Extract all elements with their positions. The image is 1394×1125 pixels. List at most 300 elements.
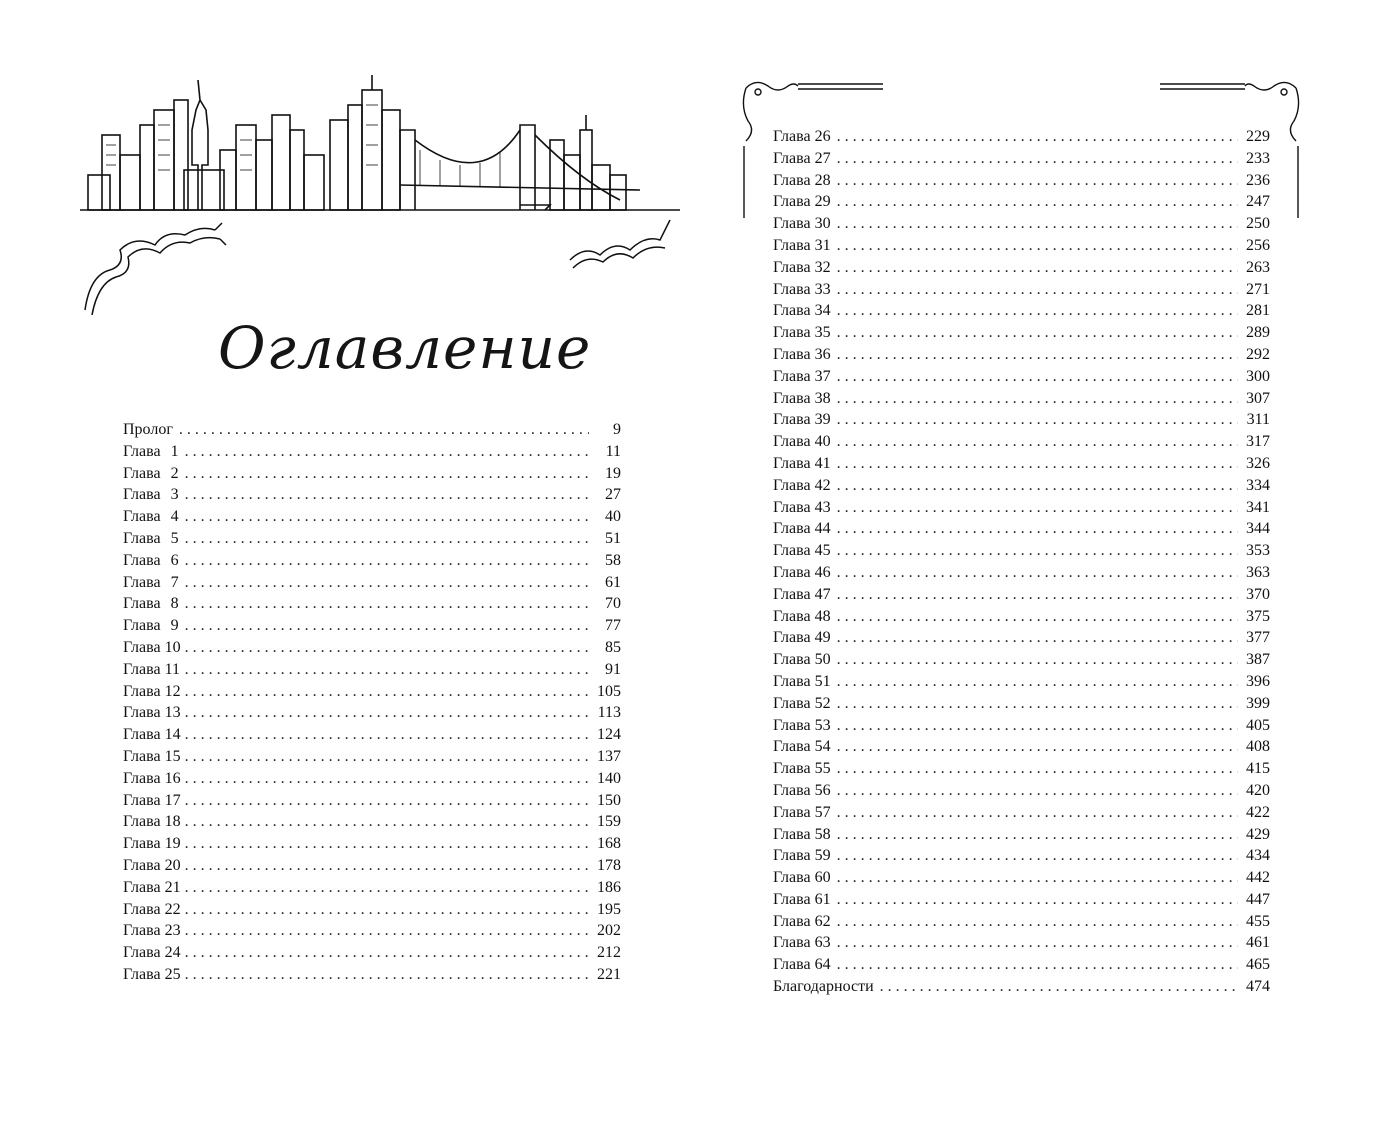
toc-entry-label: Глава (123, 878, 161, 896)
toc-entry-label: Глава (123, 747, 161, 765)
toc-leader-dots (837, 845, 1238, 867)
toc-entry-label: Глава (773, 585, 811, 603)
toc-leader-dots (185, 942, 589, 964)
toc-leader-dots (837, 322, 1238, 344)
toc-entry-label: Глава (773, 607, 811, 625)
toc-leader-dots (837, 409, 1238, 431)
toc-entry-page: 281 (1246, 302, 1270, 320)
toc-entry-label: Глава (773, 345, 811, 363)
toc-entry-page: 85 (605, 638, 621, 656)
toc-entry-label: Глава (773, 476, 811, 494)
toc-leader-dots (185, 659, 589, 681)
toc-entry (773, 867, 1270, 889)
toc-leader-dots (185, 506, 589, 528)
toc-entry-label: Глава (773, 934, 811, 952)
toc-entry-label: Глава (123, 965, 161, 983)
toc-entry-number: 28 (814, 171, 831, 189)
toc-entry-number: 12 (164, 682, 181, 700)
toc-entry-number: 61 (814, 890, 831, 908)
toc-entry (773, 736, 1270, 758)
toc-entry-label: Глава (123, 486, 161, 504)
toc-entry-label: Глава (773, 694, 811, 712)
toc-entry-page: 70 (605, 595, 621, 613)
toc-entry-page: 263 (1246, 258, 1270, 276)
toc-entry-number: 41 (814, 454, 831, 472)
toc-entry-number: 15 (164, 747, 181, 765)
toc-entry-page: 344 (1246, 520, 1270, 538)
toc-entry-label: Глава (123, 638, 161, 656)
toc-entry-page: 40 (605, 508, 621, 526)
toc-entry-label: Глава (773, 890, 811, 908)
toc-leader-dots (837, 736, 1238, 758)
toc-entry (123, 724, 621, 746)
toc-leader-dots (837, 344, 1238, 366)
toc-entry (773, 845, 1270, 867)
toc-entry-page: 19 (605, 464, 621, 482)
toc-entry-page: 229 (1246, 128, 1270, 145)
toc-entry-label: Глава (773, 912, 811, 930)
toc-leader-dots (837, 889, 1238, 911)
toc-entry (123, 942, 621, 964)
toc-entry-page: 212 (597, 944, 621, 962)
toc-entry-label: Глава (773, 781, 811, 799)
toc-entry (123, 681, 621, 703)
toc-leader-dots (185, 615, 589, 637)
toc-entry-page: 77 (605, 617, 621, 635)
toc-leader-dots (179, 419, 589, 441)
toc-entry-page: 375 (1246, 607, 1270, 625)
toc-entry-label: Глава (123, 617, 161, 635)
toc-entry-label: Глава (123, 551, 161, 569)
toc-entry-number: 30 (814, 215, 831, 233)
toc-entry (773, 627, 1270, 649)
toc-leader-dots (837, 300, 1238, 322)
toc-entry-page: 420 (1246, 781, 1270, 799)
toc-entry (773, 388, 1270, 410)
toc-entry (773, 300, 1270, 322)
toc-leader-dots (837, 540, 1238, 562)
toc-entry-page: 9 (613, 421, 621, 438)
toc-entry-page: 442 (1246, 869, 1270, 887)
toc-entry-page: 27 (605, 486, 621, 504)
toc-entry-number: 3 (170, 486, 179, 504)
toc-entry (773, 715, 1270, 737)
toc-entry-number: 16 (164, 769, 181, 787)
toc-entry-number: 31 (814, 236, 831, 254)
toc-entry-label: Глава (773, 738, 811, 756)
toc-entry-label: Глава (123, 442, 161, 460)
toc-entry-number: 56 (814, 781, 831, 799)
toc-leader-dots (837, 606, 1238, 628)
toc-entry (773, 518, 1270, 540)
toc-entry-number: 8 (170, 595, 179, 613)
toc-entry-page: 159 (597, 813, 621, 831)
toc-leader-dots (880, 976, 1238, 998)
toc-leader-dots (185, 550, 589, 572)
toc-entry (773, 475, 1270, 497)
toc-entry (123, 899, 621, 921)
toc-entry-label: Глава (123, 660, 161, 678)
toc-entry (773, 366, 1270, 388)
toc-entry-page: 307 (1246, 389, 1270, 407)
toc-entry-page: 326 (1246, 454, 1270, 472)
toc-entry (123, 768, 621, 790)
toc-leader-dots (837, 431, 1238, 453)
toc-entry-label: Глава (773, 672, 811, 690)
toc-entry (123, 811, 621, 833)
toc-entry-label: Глава (773, 520, 811, 538)
toc-right-list (773, 126, 1270, 998)
toc-entry-page: 105 (597, 682, 621, 700)
toc-entry-label: Пролог (123, 421, 173, 438)
toc-leader-dots (185, 855, 589, 877)
toc-entry-label: Глава (773, 389, 811, 407)
page-title: Оглавление (218, 314, 592, 382)
toc-entry (773, 497, 1270, 519)
toc-leader-dots (837, 649, 1238, 671)
toc-entry (123, 550, 621, 572)
toc-entry-number: 57 (814, 803, 831, 821)
toc-entry-number: 53 (814, 716, 831, 734)
toc-entry (123, 572, 621, 594)
toc-entry-page: 236 (1246, 171, 1270, 189)
toc-entry-label: Глава (773, 454, 811, 472)
toc-leader-dots (837, 126, 1238, 148)
toc-leader-dots (837, 627, 1238, 649)
toc-entry-number: 25 (164, 965, 181, 983)
toc-entry (123, 964, 621, 986)
toc-leader-dots (185, 768, 589, 790)
toc-entry (773, 409, 1270, 431)
toc-entry-page: 465 (1246, 956, 1270, 974)
toc-entry-page: 363 (1246, 563, 1270, 581)
toc-entry-label: Глава (773, 716, 811, 734)
toc-leader-dots (837, 954, 1238, 976)
toc-entry-label: Глава (773, 149, 811, 167)
toc-leader-dots (837, 693, 1238, 715)
toc-entry (773, 322, 1270, 344)
toc-leader-dots (837, 148, 1238, 170)
toc-entry-label: Глава (773, 956, 811, 974)
toc-leader-dots (185, 681, 589, 703)
toc-entry-label: Глава (773, 215, 811, 233)
toc-entry-number: 62 (814, 912, 831, 930)
toc-entry-number: 45 (814, 542, 831, 560)
toc-entry-page: 91 (605, 660, 621, 678)
toc-entry-number: 51 (814, 672, 831, 690)
toc-entry-page: 256 (1246, 236, 1270, 254)
toc-entry-number: 63 (814, 934, 831, 952)
toc-left-list (123, 419, 621, 986)
toc-entry-number: 6 (170, 551, 179, 569)
toc-entry-number: 34 (814, 302, 831, 320)
toc-entry-page: 51 (605, 529, 621, 547)
toc-entry-page: 124 (597, 726, 621, 744)
toc-entry (123, 441, 621, 463)
toc-entry-label: Глава (773, 760, 811, 778)
toc-entry (773, 932, 1270, 954)
toc-entry (773, 649, 1270, 671)
toc-entry (123, 790, 621, 812)
toc-entry-number: 47 (814, 585, 831, 603)
toc-entry-number: 7 (170, 573, 179, 591)
toc-leader-dots (185, 833, 589, 855)
toc-leader-dots (837, 715, 1238, 737)
toc-leader-dots (185, 724, 589, 746)
toc-entry-label: Глава (773, 825, 811, 843)
toc-entry-number: 44 (814, 520, 831, 538)
toc-entry-page: 178 (597, 856, 621, 874)
toc-leader-dots (837, 453, 1238, 475)
toc-entry (123, 746, 621, 768)
toc-entry (773, 889, 1270, 911)
toc-leader-dots (185, 528, 589, 550)
toc-entry (123, 855, 621, 877)
toc-entry (123, 659, 621, 681)
toc-entry-label: Глава (123, 573, 161, 591)
toc-entry-label: Глава (123, 595, 161, 613)
toc-entry (123, 615, 621, 637)
toc-entry-label: Глава (773, 128, 811, 145)
toc-entry-label: Глава (773, 847, 811, 865)
toc-entry-number: 52 (814, 694, 831, 712)
toc-leader-dots (837, 780, 1238, 802)
toc-entry-label: Глава (123, 922, 161, 940)
toc-entry-page: 387 (1246, 651, 1270, 669)
toc-leader-dots (185, 877, 589, 899)
toc-entry-label: Глава (123, 900, 161, 918)
toc-entry-number: 55 (814, 760, 831, 778)
toc-leader-dots (185, 593, 589, 615)
toc-leader-dots (185, 746, 589, 768)
toc-leader-dots (837, 366, 1238, 388)
toc-entry-page: 455 (1246, 912, 1270, 930)
toc-entry-number: 32 (814, 258, 831, 276)
toc-entry-page: 396 (1246, 672, 1270, 690)
toc-entry-page: 317 (1246, 433, 1270, 451)
toc-entry (773, 824, 1270, 846)
toc-entry-label: Глава (773, 563, 811, 581)
toc-entry-number: 14 (164, 726, 181, 744)
toc-entry-number: 20 (164, 856, 181, 874)
toc-entry-number: 26 (814, 128, 831, 145)
toc-entry-page: 353 (1246, 542, 1270, 560)
toc-entry-page: 422 (1246, 803, 1270, 821)
toc-entry-label: Глава (123, 726, 161, 744)
toc-entry (123, 833, 621, 855)
toc-entry-page: 370 (1246, 585, 1270, 603)
toc-entry-label: Глава (773, 367, 811, 385)
toc-entry-page: 140 (597, 769, 621, 787)
toc-leader-dots (185, 790, 589, 812)
toc-entry-number: 11 (164, 660, 180, 678)
toc-entry-number: 17 (164, 791, 181, 809)
toc-entry-page: 311 (1246, 411, 1270, 429)
ribbon-right-icon (565, 210, 675, 280)
toc-leader-dots (837, 758, 1238, 780)
toc-entry (123, 637, 621, 659)
toc-entry-label: Глава (773, 193, 811, 211)
toc-entry (123, 702, 621, 724)
toc-entry-number: 36 (814, 345, 831, 363)
toc-entry-number: 39 (814, 411, 831, 429)
toc-entry-number: 29 (814, 193, 831, 211)
toc-entry (773, 235, 1270, 257)
ribbon-left-icon (80, 215, 230, 325)
toc-entry-label: Глава (123, 769, 161, 787)
toc-leader-dots (837, 518, 1238, 540)
toc-entry-page: 221 (597, 965, 621, 983)
toc-entry-page: 186 (597, 878, 621, 896)
toc-entry (123, 593, 621, 615)
toc-entry-label: Глава (773, 302, 811, 320)
toc-leader-dots (837, 867, 1238, 889)
toc-entry (773, 780, 1270, 802)
toc-leader-dots (837, 932, 1238, 954)
toc-entry-label: Глава (123, 944, 161, 962)
toc-entry-number: 33 (814, 280, 831, 298)
toc-entry-label: Глава (123, 835, 161, 853)
toc-entry-number: 27 (814, 149, 831, 167)
toc-leader-dots (837, 475, 1238, 497)
toc-entry-number: 60 (814, 869, 831, 887)
toc-leader-dots (837, 213, 1238, 235)
toc-leader-dots (837, 584, 1238, 606)
toc-entry-number: 21 (164, 878, 181, 896)
toc-entry (773, 976, 1270, 998)
toc-leader-dots (837, 388, 1238, 410)
toc-entry-page: 233 (1246, 149, 1270, 167)
toc-leader-dots (837, 279, 1238, 301)
toc-entry-number: 54 (814, 738, 831, 756)
toc-leader-dots (837, 170, 1238, 192)
toc-entry-number: 43 (814, 498, 831, 516)
toc-entry-label: Глава (123, 682, 161, 700)
toc-leader-dots (837, 911, 1238, 933)
toc-entry-page: 271 (1246, 280, 1270, 298)
toc-entry-page: 289 (1246, 324, 1270, 342)
toc-entry (773, 191, 1270, 213)
toc-entry-number: 49 (814, 629, 831, 647)
toc-entry-page: 58 (605, 551, 621, 569)
toc-entry (773, 344, 1270, 366)
toc-entry (123, 463, 621, 485)
toc-entry-page: 408 (1246, 738, 1270, 756)
toc-entry-page: 334 (1246, 476, 1270, 494)
toc-entry-number: 38 (814, 389, 831, 407)
toc-entry-label: Глава (773, 258, 811, 276)
toc-entry-number: 48 (814, 607, 831, 625)
toc-entry (773, 758, 1270, 780)
toc-entry-page: 11 (605, 442, 621, 460)
toc-entry-number: 10 (164, 638, 181, 656)
toc-entry-number: 2 (170, 464, 179, 482)
toc-entry-number: 40 (814, 433, 831, 451)
toc-leader-dots (185, 964, 589, 986)
toc-leader-dots (837, 802, 1238, 824)
toc-entry-page: 168 (597, 835, 621, 853)
toc-leader-dots (185, 441, 589, 463)
toc-entry (773, 453, 1270, 475)
toc-entry (773, 126, 1270, 148)
toc-entry-label: Глава (123, 704, 161, 722)
toc-entry-number: 22 (164, 900, 181, 918)
toc-entry (773, 693, 1270, 715)
toc-leader-dots (185, 920, 589, 942)
toc-entry-page: 61 (605, 573, 621, 591)
city-skyline-icon (80, 70, 680, 220)
toc-entry-label: Глава (773, 629, 811, 647)
toc-entry (773, 540, 1270, 562)
toc-entry (773, 148, 1270, 170)
toc-entry (773, 584, 1270, 606)
toc-entry-page: 292 (1246, 345, 1270, 363)
toc-entry (773, 671, 1270, 693)
toc-entry (123, 877, 621, 899)
toc-entry-label: Глава (773, 171, 811, 189)
toc-entry-label: Глава (773, 433, 811, 451)
toc-entry-page: 461 (1246, 934, 1270, 952)
toc-leader-dots (837, 235, 1238, 257)
toc-leader-dots (185, 899, 589, 921)
toc-entry-number: 46 (814, 563, 831, 581)
toc-entry-label: Глава (773, 803, 811, 821)
toc-entry-label: Глава (123, 813, 161, 831)
toc-leader-dots (185, 702, 589, 724)
toc-entry-number: 1 (170, 442, 179, 460)
toc-entry-page: 399 (1246, 694, 1270, 712)
toc-entry-page: 300 (1246, 367, 1270, 385)
toc-entry-label: Глава (773, 651, 811, 669)
toc-leader-dots (837, 671, 1238, 693)
toc-entry-number: 50 (814, 651, 831, 669)
toc-entry-page: 150 (597, 791, 621, 809)
toc-entry (773, 431, 1270, 453)
toc-entry-page: 247 (1246, 193, 1270, 211)
toc-entry-page: 474 (1246, 978, 1270, 996)
toc-entry-label: Глава (773, 542, 811, 560)
toc-entry-number: 13 (164, 704, 181, 722)
toc-entry-page: 434 (1246, 847, 1270, 865)
toc-entry-label: Глава (773, 280, 811, 298)
toc-entry-label: Благодарности (773, 978, 874, 996)
toc-entry-label: Глава (773, 236, 811, 254)
toc-entry-page: 202 (597, 922, 621, 940)
toc-entry-number: 5 (170, 529, 179, 547)
toc-entry (773, 911, 1270, 933)
toc-entry-page: 341 (1246, 498, 1270, 516)
toc-entry-label: Глава (123, 856, 161, 874)
toc-entry-label: Глава (123, 508, 161, 526)
toc-entry (773, 606, 1270, 628)
toc-entry (123, 920, 621, 942)
toc-leader-dots (837, 257, 1238, 279)
toc-entry-number: 58 (814, 825, 831, 843)
toc-entry-number: 37 (814, 367, 831, 385)
toc-leader-dots (837, 562, 1238, 584)
toc-entry (123, 506, 621, 528)
toc-entry-page: 250 (1246, 215, 1270, 233)
toc-entry (773, 954, 1270, 976)
toc-entry (123, 419, 621, 441)
toc-entry-number: 4 (170, 508, 179, 526)
toc-entry-number: 42 (814, 476, 831, 494)
toc-leader-dots (185, 484, 589, 506)
toc-entry (773, 170, 1270, 192)
toc-entry-number: 59 (814, 847, 831, 865)
toc-entry (773, 562, 1270, 584)
toc-leader-dots (185, 637, 589, 659)
